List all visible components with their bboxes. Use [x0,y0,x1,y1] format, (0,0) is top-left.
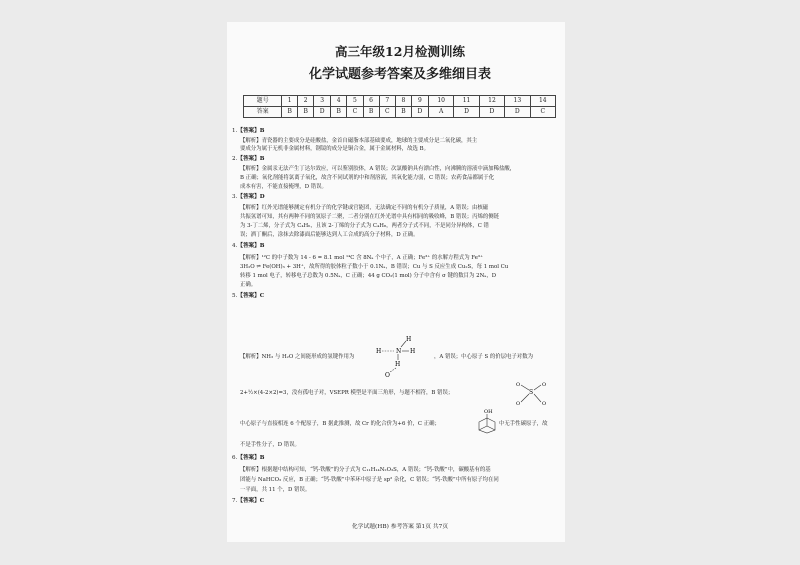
table-cell: 1 [282,96,298,107]
table-cell: C [347,107,363,118]
explanation-line: ，A 错误；中心原子 S 的价层电子对数为 [434,354,533,360]
table-cell: 11 [454,96,479,107]
explanation-line: 转移 1 mol 电子，转移电子总数为 0.5Nₐ，C 正确；44 g CO₂(1 mol) 分子中含有 σ 键的数目为 2Nₐ，D [240,273,497,279]
answer-table [243,95,556,118]
question-answer: 1.【答案】B [232,128,265,134]
question-answer: 7.【答案】C [232,498,265,504]
diagram-atom: H [376,348,382,355]
page-subtitle: 化学试题参考答案及多维细目表 [308,67,491,82]
page-footer: 化学试题(HB) 参考答案 第1页 共7页 [351,524,449,530]
diagram-atom: N [396,348,402,355]
explanation-line: 误；洒丁酮后，涂抹去除漆面后能够达到人工合成的高分子材料，D 正确。 [240,232,419,238]
table-cell: 8 [395,96,411,107]
explanation-line: 3H₂O ⇌ Fe(OH)₃ + 3H⁺，故所得的胶体粒子数小于 0.1Nₐ，B 错误；Cu 与 S 反应生成 Cu₂S，每 1 mol Cu [240,264,509,270]
diagram-atom: H [410,348,416,355]
question-answer: 6.【答案】B [232,455,265,461]
explanation-line: 正确。 [240,282,257,288]
row-label: 答案 [244,107,282,118]
bond-line [534,385,541,390]
table-cell: B [282,107,298,118]
table-cell: 12 [479,96,504,107]
question-number-row [244,96,556,107]
table-cell: D [411,107,428,118]
answer-row [244,107,556,118]
explanation-line: 共振氢谱可知，其有两种不同的氢原子二聚，二者分别在红外光谱中具有相同的吸收峰，B 错误；丙烯的侧链 [240,214,500,220]
explanation-line: B 正确；氧化剂能将氯离子氧化，故含不同试剂的中和剂溶液，其氧化能力弱，C 错误；农药食品都属于化 [240,175,495,181]
explanation-line: 【解析】根据题中结构可知，“钙-铁酸”的分子式为 C₁₁H₁₄N₂O₃S，A 错误；“钙-铁酸”中，碳酸基有的基 [240,467,491,473]
hydrogen-bond-line [390,368,396,372]
explanation-line: 【解析】NH₃ 与 H₂O 之间能形成的氢键作用为 [240,354,355,360]
explanation-line: 2+½×(4-2×2)=3，没有孤电子对，VSEPR 模型是平面三角形，与题不相符，B 错误； [240,390,454,396]
table-cell: B [331,107,347,118]
explanation-line: 【解析】¹²C 的中子数为 14 - 6 = 8.1 mol ¹⁴C 含 8Nₐ 个中子，A 正确；Fe³⁺ 的水解方程式为 Fe³⁺ [240,255,483,261]
table-cell: B [363,107,379,118]
bond-line [521,385,529,390]
table-cell: 6 [363,96,379,107]
table-cell: C [530,107,555,118]
table-cell: D [505,107,530,118]
table-cell: B [395,107,411,118]
table-cell: A [428,107,453,118]
table-cell: 4 [331,96,347,107]
explanation-line: 成本有害，不能直接掩埋，D 错误。 [240,184,327,190]
bond-line [521,394,529,402]
explanation-line: 【解析】红外光谱能够测定有机分子的化学键或官能团，无法确定不同的有机分子质量，A 错误；由核磁 [240,205,489,211]
explanation-line: 【解析】金属汞无法产生丁达尔效应，可以鉴别胶体，A 错误；次氯酸钠具有漂白性，向沸腾的溶液中滴加稀盐酸， [240,166,516,172]
table-cell: 10 [428,96,453,107]
table-cell: 3 [314,96,331,107]
diagram-atom: O [516,401,521,407]
diagram-atom: O [516,382,521,388]
table-cell: 9 [411,96,428,107]
explanation-line: 中无手性碳原子，故 [499,421,548,427]
diagram-atom: O [385,372,390,378]
table-cell: D [479,107,504,118]
adamantanol-structure-diagram [476,406,498,434]
explanation-line: 团能与 NaHCO₃ 反应，B 正确；“钙-铁酸”中苯环中原子是 sp² 杂化，C 错误；“钙-铁酸”中所有原子均在同 [240,477,499,483]
explanation-line: 不是手性分子，D 错误。 [240,442,300,448]
table-cell: D [314,107,331,118]
table-cell: C [379,107,395,118]
table-cell: B [298,107,314,118]
page-title: 高三年级12月检测训练 [335,44,465,59]
diagram-atom: H [395,361,401,368]
table-cell: D [454,107,479,118]
diagram-atom: OH [484,409,493,415]
hydrogen-bond-diagram [372,332,422,378]
table-cell: 13 [505,96,530,107]
diagram-atom: O [542,382,547,388]
question-answer: 4.【答案】B [232,243,265,249]
question-answer: 2.【答案】B [232,156,265,162]
bond-line [479,426,487,430]
explanation-line: 【解析】青瓷器的主要成分是硅酸盐，金首自磁脂本部基础要成，地球的主要成分是二氧化碳，其主 [240,138,478,144]
diagram-atom: H [406,336,412,343]
explanation-line: 要成分为属于无机非金属材料，钢镜的成分是铜合金，属于金属材料，故选 B。 [240,146,429,152]
cr-complex-diagram [510,378,556,408]
explanation-line: 中心原子与直接相连 6 个配原子，B 据此推测，故 Cr 的化合价为+6 价，C 正确； [240,421,440,427]
table-cell: 7 [379,96,395,107]
row-label: 题号 [244,96,282,107]
explanation-line: 为 3-丁二烯，分子式为 C₄H₆，且该 2-丁烯的分子式为 C₄H₈，两者分子式不同，不是同分异构体，C 错 [240,223,489,229]
table-cell: 2 [298,96,314,107]
explanation-line: 一平面，共 11 个，D 错误。 [240,487,311,493]
question-answer: 3.【答案】D [232,194,265,200]
diagram-atom: S [529,389,534,396]
bond-line [534,394,541,402]
table-cell: 5 [347,96,363,107]
table-cell: 14 [530,96,555,107]
diagram-atom: O [542,401,547,407]
bond-line [487,426,495,430]
question-answer: 5.【答案】C [232,293,265,299]
